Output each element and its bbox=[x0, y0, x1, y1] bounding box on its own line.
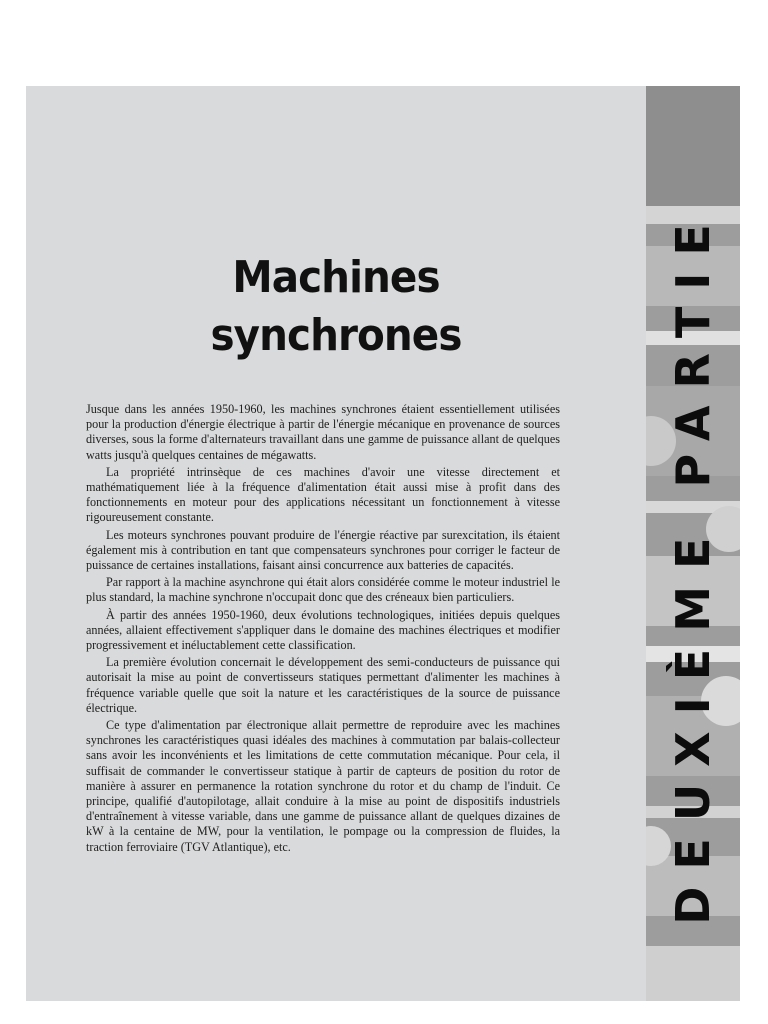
chapter-title-line-2: synchrones bbox=[210, 310, 462, 362]
paragraph: La première évolution concernait le développement des semi-conducteurs de puissance qui autorisait la mise au point de convertisseurs statiques permettant d'alimenter les machines à fréquence variable quelle que soit la nature et les caractéristiques de la source de puissance électrique. bbox=[86, 655, 560, 715]
paragraph: La propriété intrinsèque de ces machines d'avoir une vitesse directement et mathématiquement liée à la fréquence d'alimentation était aussi mise à profit dans des fonctionnements en moteur pour des applications nécessitant un fonctionnement à vitesse rigoureusement constante. bbox=[86, 464, 560, 525]
paragraph: Les moteurs synchrones pouvant produire de l'énergie réactive par surexcitation, ils étaient également mis à contribution en tant que compensateurs synchrones pour corriger le facteur de puissance de certaines installations, faisant ainsi concurrence aux batteries de capacités. bbox=[86, 527, 560, 573]
paragraph: Ce type d'alimentation par électronique allait permettre de reproduire avec les machines synchrones les caractéristiques quasi idéales des machines à commutation par balais-collecteur sans avoir les inconvénients et les limitations de cette commutation mécanique. Pour cela, il suffisait de commander le convertisseur statique à partir de capteurs de position du rotor de manière à assurer en permanence la rotation synchrone du rotor et du champ de l'induit. Ce principe, qualifié d'autopilotage, allait conduire à la mise au point de dispositifs industriels d'entraînement à vitesse variable, dans une gamme de puissance allant de quelques dizaines de kW à la centaine de MW, pour la ventilation, le pompage ou la compression de fluides, la traction ferroviaire (TGV Atlantique), etc. bbox=[86, 718, 560, 854]
chapter-title-line-1: Machines bbox=[232, 252, 440, 304]
paragraph: Par rapport à la machine asynchrone qui était alors considérée comme le moteur industriel le plus standard, la machine synchrone n'occupait donc que des créneaux bien particuliers. bbox=[86, 575, 560, 605]
chapter-intro-text bbox=[86, 402, 560, 857]
paragraph: À partir des années 1950-1960, deux évolutions technologiques, initiées depuis quelques années, allaient effectivement s'appliquer dans le domaine des machines électriques et modifier progressivement et inéluctablement cette classification. bbox=[86, 607, 560, 653]
part-label-text: DEUXIÈME PARTIE bbox=[666, 207, 720, 925]
paragraph: Jusque dans les années 1950-1960, les machines synchrones étaient essentiellement utilisées pour la production d'énergie électrique à partir de l'énergie mécanique en provenance de sources diverses, sous la forme d'alternateurs travaillant dans une gamme de puissance allant de quelques watts jusqu'à quelques centaines de mégawatts. bbox=[86, 402, 560, 462]
part-label bbox=[646, 86, 740, 1001]
chapter-title bbox=[51, 249, 621, 365]
